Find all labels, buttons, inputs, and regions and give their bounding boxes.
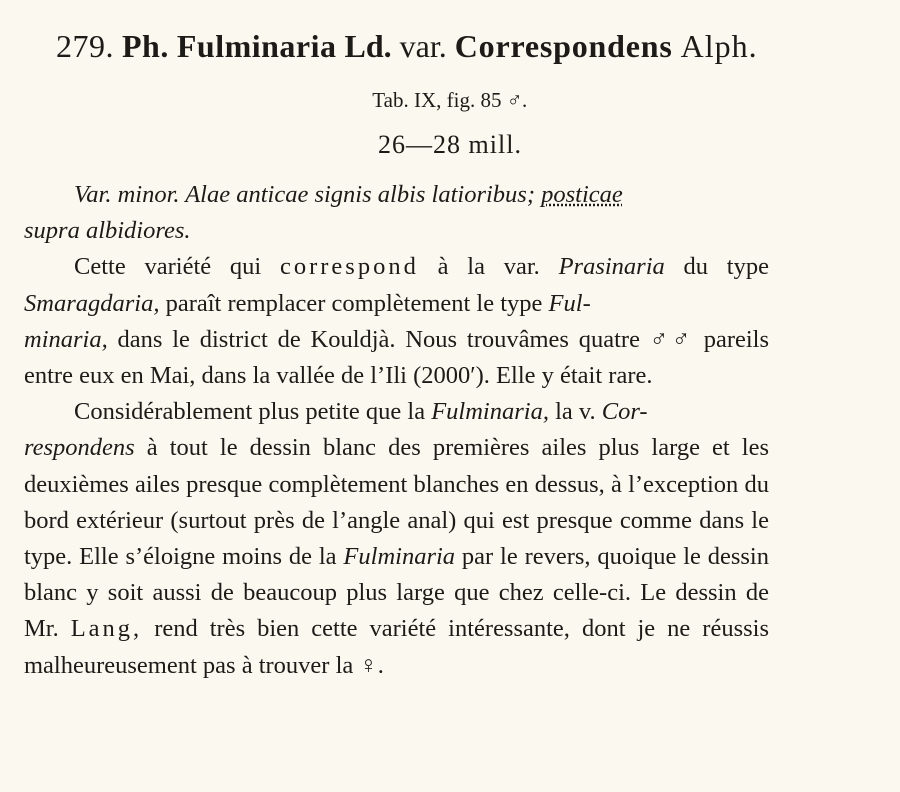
males-symbol: ♂♂ xyxy=(649,325,694,353)
p1-text-4: paraît remplacer complètement le type xyxy=(159,289,549,317)
species-heading xyxy=(56,26,856,66)
latin-description-part2: posticae xyxy=(541,181,623,208)
p1-italic-prasinaria: Prasinaria xyxy=(558,253,665,281)
p2-text-1: Considérablement plus petite que la xyxy=(74,398,432,426)
p2-spaced-lang: Lang, xyxy=(70,615,143,643)
p1-text-5: dans le district de Kouldjà. Nous trouvâmes quatre xyxy=(107,325,650,353)
variety-name: Correspondens xyxy=(454,28,673,64)
species-author: Ld. xyxy=(344,28,392,64)
p2-text-2: la v. xyxy=(548,398,602,426)
paragraph-1 xyxy=(24,249,769,394)
variety-label: var. xyxy=(399,28,447,64)
p2-text-3: à tout le dessin blanc des premières ailes plus large et les deuxièmes ailes presque complètement blanches en dessus, à l’exception du bord extérieur (surtout près de l’angle anal) qui est presque comme dans le type. Elle s’éloigne moins de la xyxy=(24,434,769,571)
p1-italic-ful: Ful- xyxy=(548,289,591,317)
p2-text-5: rend très bien cette variété intéressante, dont je ne réussis malheureusement pas à trouver la xyxy=(24,615,769,679)
p1-italic-minaria: minaria, xyxy=(24,325,108,353)
p1-text-1: Cette variété qui xyxy=(74,253,280,281)
paragraph-2 xyxy=(24,394,769,684)
p1-spaced-word: correspond xyxy=(279,253,419,281)
wingspan-range: 26—28 mill. xyxy=(378,130,522,159)
genus-abbreviation: Ph. xyxy=(122,28,169,64)
variety-author: Alph. xyxy=(680,28,758,64)
body-text xyxy=(24,177,769,684)
latin-description xyxy=(24,177,769,249)
species-number: 279. xyxy=(56,28,114,64)
p2-italic-respondens: respondens xyxy=(24,434,135,462)
p1-italic-smaragdaria: Smaragdaria, xyxy=(24,289,160,317)
latin-description-part1: Var. minor. Alae anticae signis albis latioribus; xyxy=(74,181,535,208)
plate-reference-text: Tab. IX, fig. 85 xyxy=(372,88,502,112)
p2-text-4: par le revers, quoique le dessin blanc y soit aussi de beaucoup plus large que chez celle-ci. Le dessin de Mr. xyxy=(24,543,769,643)
p1-text-2: à la var. xyxy=(418,253,559,281)
male-symbol: ♂. xyxy=(506,88,528,112)
p2-italic-cor: Cor- xyxy=(601,398,648,426)
latin-description-part3: supra albidiores. xyxy=(24,217,191,245)
p2-italic-fulminaria-2: Fulminaria xyxy=(343,543,456,571)
p1-text-6: pareils entre eux en Mai, dans la vallée de l’Ili (2000′). Elle y était rare. xyxy=(24,325,770,390)
species-name: Fulminaria xyxy=(176,28,337,64)
plate-reference xyxy=(0,86,900,114)
female-symbol: ♀. xyxy=(359,651,384,679)
p1-text-3: du type xyxy=(664,253,769,281)
p2-italic-fulminaria: Fulminaria, xyxy=(431,398,549,426)
